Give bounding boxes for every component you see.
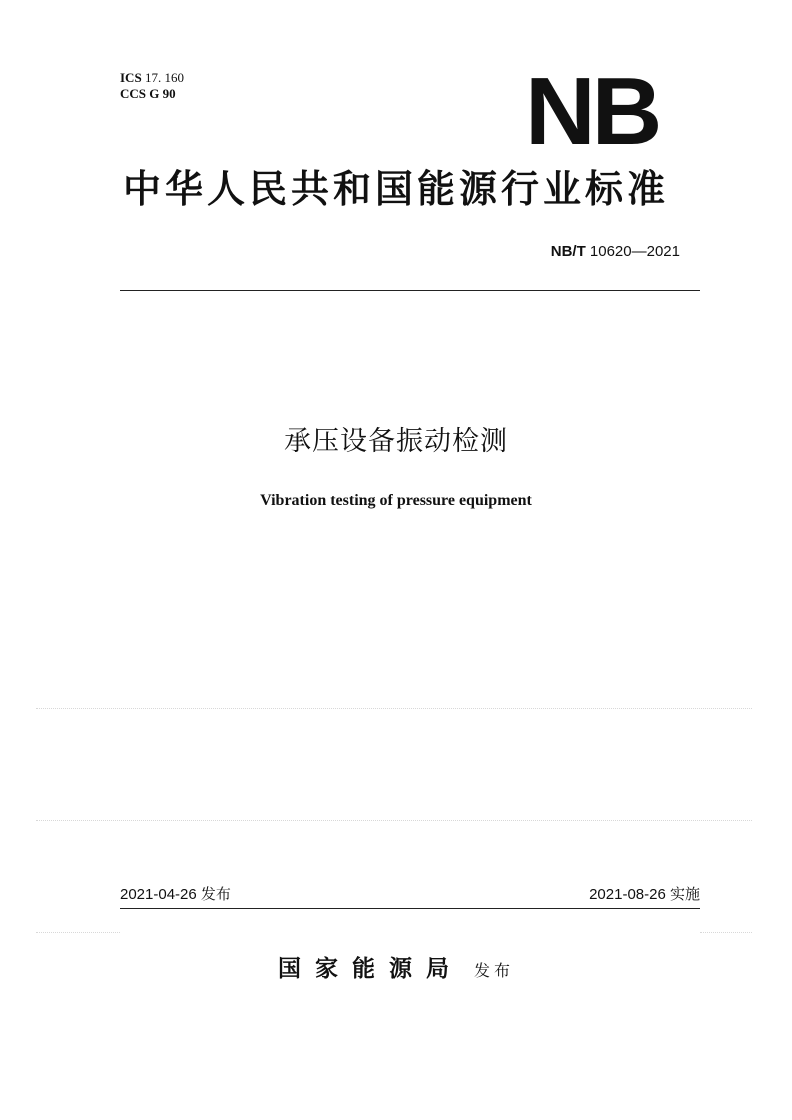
standard-number-value: 10620—2021: [589, 243, 680, 260]
ics-code: [120, 70, 184, 86]
standard-number: [551, 242, 680, 262]
classification-codes: [120, 70, 184, 102]
standard-category: 中华人民共和国能源行业标准: [122, 166, 669, 211]
nb-logo: NB: [525, 58, 659, 165]
ccs-code: [120, 86, 184, 102]
title-english: Vibration testing of pressure equipment: [260, 492, 532, 509]
faint-dotted-line: [700, 932, 752, 933]
faint-dotted-line: [36, 932, 120, 933]
issue-date: 2021-04-26 发布: [120, 886, 231, 903]
ics-label: ICS: [120, 70, 142, 85]
bottom-divider: [120, 908, 700, 909]
standard-number-prefix: NB/T: [550, 243, 586, 260]
faint-dotted-line: [36, 708, 752, 709]
issuer: [0, 950, 792, 983]
faint-dotted-line: [36, 820, 752, 821]
top-divider: [120, 290, 700, 291]
ccs-label: CCS: [120, 86, 147, 101]
ics-value: 17. 160: [144, 70, 184, 85]
ccs-value: G 90: [149, 86, 176, 101]
issuer-name: 国家能源局: [277, 955, 463, 982]
implementation-date: 2021-08-26 实施: [589, 886, 700, 903]
issuer-action: 发布: [474, 961, 515, 980]
title-chinese: 承压设备振动检测: [284, 426, 508, 457]
